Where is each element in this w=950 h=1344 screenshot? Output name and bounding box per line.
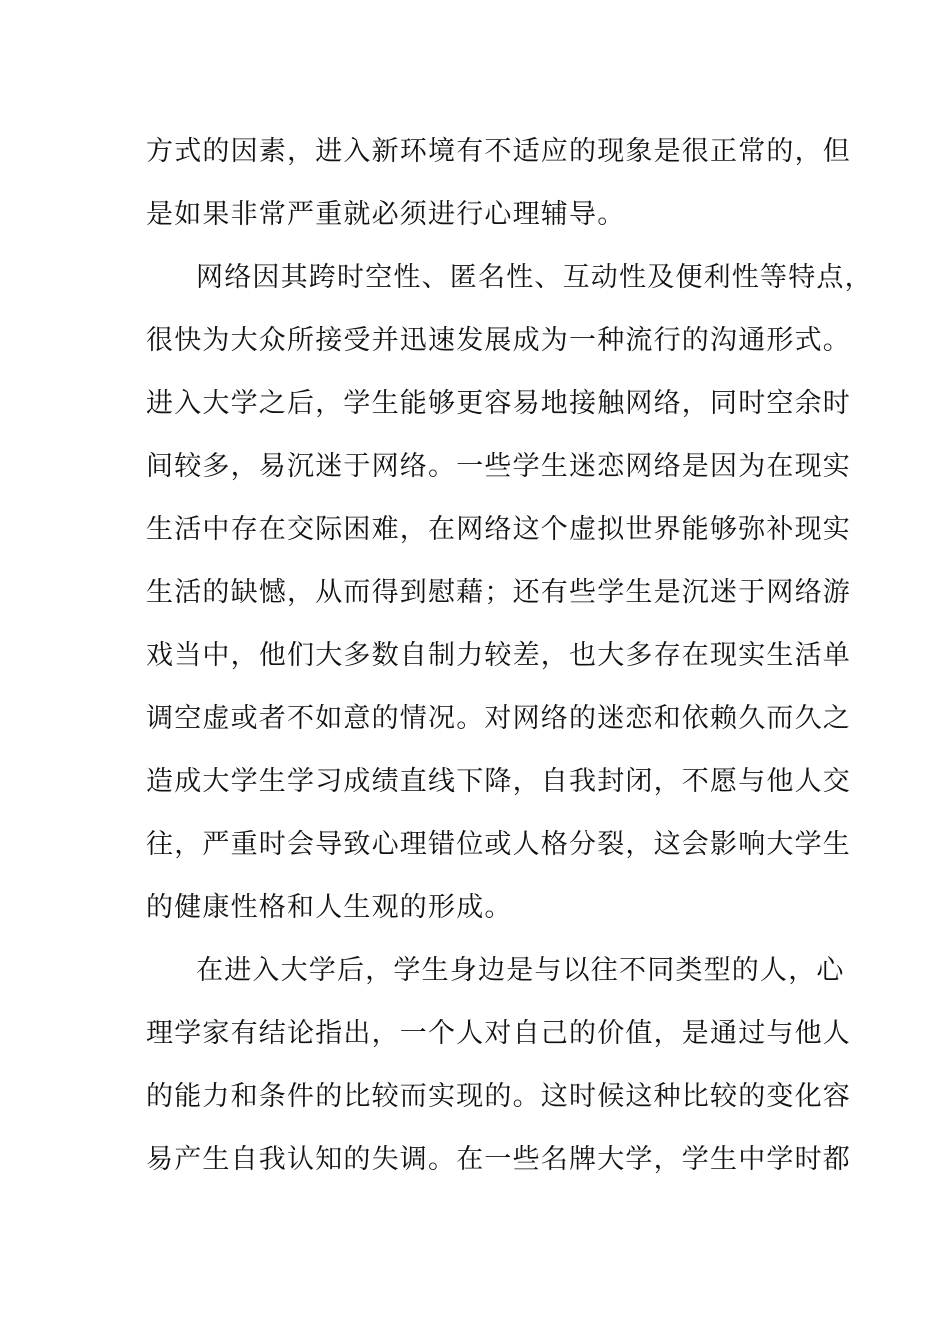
text-line: 调空虚或者不如意的情况。对网络的迷恋和依赖久而久之 xyxy=(146,703,851,734)
paragraph-start-line: 在进入大学后，学生身边是与以往不同类型的人，心 xyxy=(196,955,845,986)
text-line: 易产生自我认知的失调。在一些名牌大学，学生中学时都 xyxy=(146,1144,851,1175)
text-line: 方式的因素，进入新环境有不适应的现象是很正常的，但 xyxy=(146,136,851,167)
text-line: 理学家有结论指出，一个人对自己的价值，是通过与他人 xyxy=(146,1018,851,1049)
paragraph-start-line: 网络因其跨时空性、匿名性、互动性及便利性等特点， xyxy=(196,262,873,293)
text-line: 间较多，易沉迷于网络。一些学生迷恋网络是因为在现实 xyxy=(146,451,851,482)
text-line: 是如果非常严重就必须进行心理辅导。 xyxy=(146,199,626,230)
text-line: 的健康性格和人生观的形成。 xyxy=(146,892,513,923)
text-line: 很快为大众所接受并迅速发展成为一种流行的沟通形式。 xyxy=(146,325,851,356)
text-line: 生活的缺憾，从而得到慰藉；还有些学生是沉迷于网络游 xyxy=(146,577,851,608)
text-line: 造成大学生学习成绩直线下降，自我封闭，不愿与他人交 xyxy=(146,766,851,797)
text-line: 往，严重时会导致心理错位或人格分裂，这会影响大学生 xyxy=(146,829,851,860)
text-line: 戏当中，他们大多数自制力较差，也大多存在现实生活单 xyxy=(146,640,851,671)
text-line: 的能力和条件的比较而实现的。这时候这种比较的变化容 xyxy=(146,1081,851,1112)
text-line: 进入大学之后，学生能够更容易地接触网络，同时空余时 xyxy=(146,388,851,419)
text-line: 生活中存在交际困难，在网络这个虚拟世界能够弥补现实 xyxy=(146,514,851,545)
